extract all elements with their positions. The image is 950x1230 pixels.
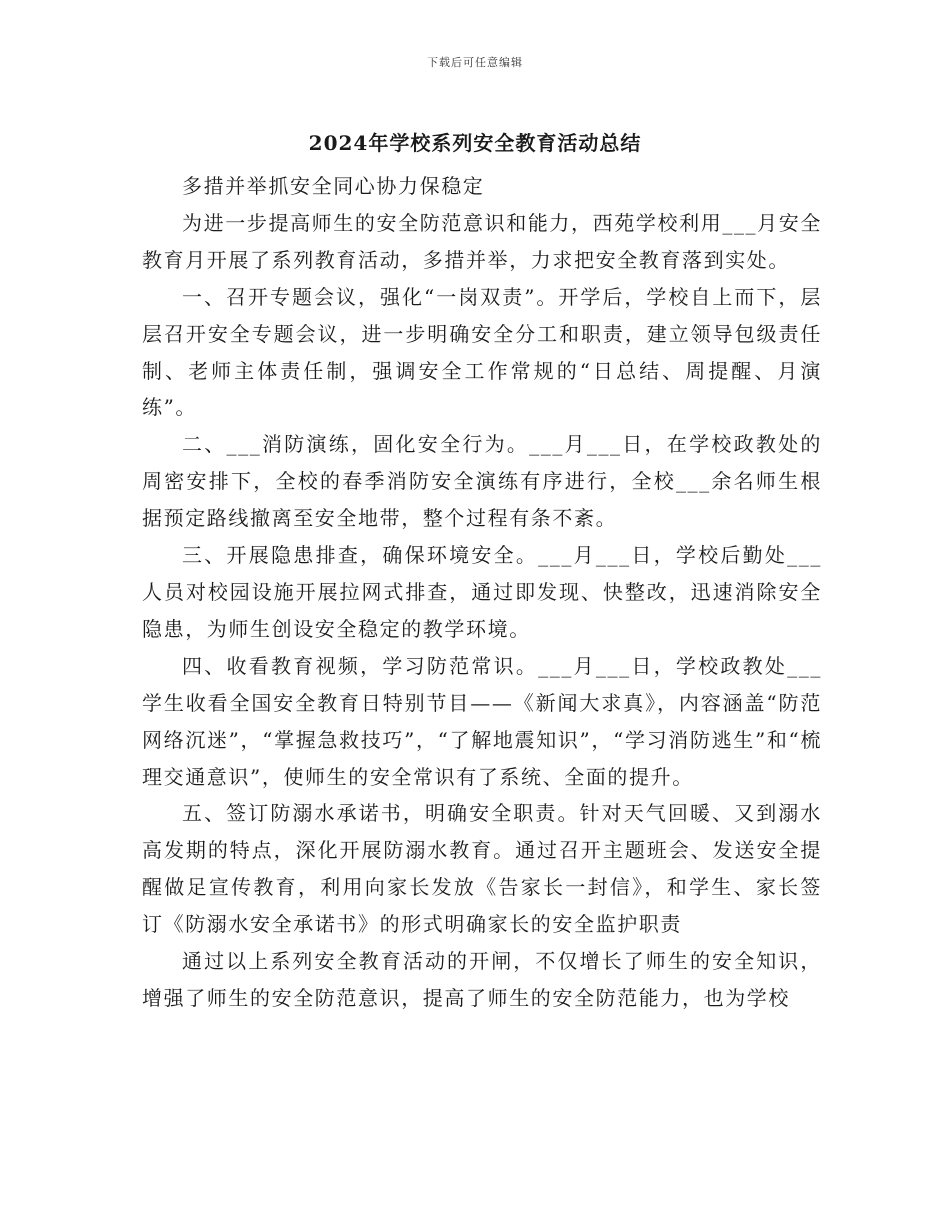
document-body (142, 168, 822, 1017)
paragraph-item-2: 二、___消防演练，固化安全行为。___月___日，在学校政教处的周密安排下，全校的春季消防安全演练有序进行，全校___余名师生根据预定路线撤离至安全地带，整个过程有条不紊。 (142, 432, 822, 531)
paragraph-item-1: 一、召开专题会议，强化“一岗双责”。开学后，学校自上而下，层层召开安全专题会议，进一步明确安全分工和职责，建立领导包级责任制、老师主体责任制，强调安全工作常规的“日总结、周提醒、月演练”。 (142, 284, 822, 420)
header-note: 下载后可任意编辑 (427, 56, 523, 69)
paragraph-item-5: 五、签订防溺水承诺书，明确安全职责。针对天气回暖、又到溺水高发期的特点，深化开展防溺水教育。通过召开主题班会、发送安全提醒做足宣传教育，利用向家长发放《告家长一封信》，和学生、家长签订《防溺水安全承诺书》的形式明确家长的安全监护职责 (142, 801, 822, 937)
paragraph-item-3: 三、开展隐患排查，确保环境安全。___月___日，学校后勤处___人员对校园设施开展拉网式排查，通过即发现、快整改，迅速消除安全隐患，为师生创设安全稳定的教学环境。 (142, 543, 822, 641)
paragraph-subtitle: 多措并举抓安全同心协力保稳定 (182, 174, 485, 198)
paragraph-intro: 为进一步提高师生的安全防范意识和能力，西苑学校利用___月安全教育月开展了系列教育活动，多措并举，力求把安全教育落到实处。 (142, 210, 822, 272)
document-title: 2024年学校系列安全教育活动总结 (308, 131, 642, 155)
paragraph-conclusion: 通过以上系列安全教育活动的开闸，不仅增长了师生的安全知识，增强了师生的安全防范意识，提高了师生的安全防范能力，也为学校 (142, 949, 822, 1010)
paragraph-item-4: 四、收看教育视频，学习防范常识。___月___日，学校政教处___学生收看全国安全教育日特别节目——《新闻大求真》，内容涵盖“防范网络沉迷”，“掌握急救技巧”，“了解地震知识”，“学习消防逃生”和“梳理交通意识”，使师生的安全常识有了系统、全面的提升。 (142, 653, 822, 789)
